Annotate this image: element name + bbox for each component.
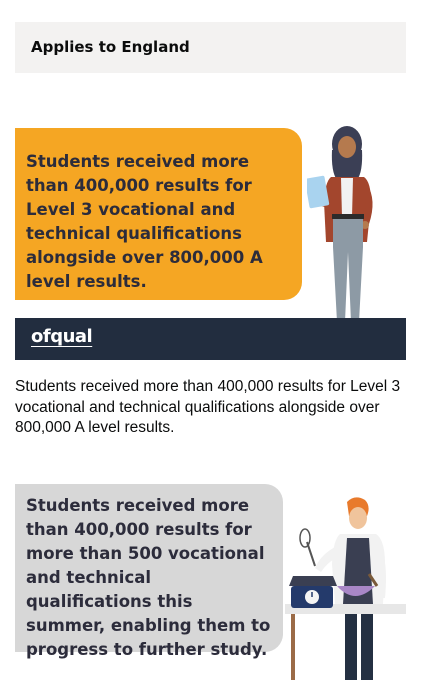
infographic-text: Students received more than 400,000 results for Level 3 vocational and technical qualifications alongside over 800,000 A level results. <box>26 152 263 291</box>
applies-to-label: Applies to England <box>31 38 190 56</box>
ofqual-logo: ofqual <box>31 326 93 347</box>
infographic-text-box <box>15 128 302 300</box>
infographic-text-2: Students received more than 400,000 results for more than 500 vocational and technical qualifications this summer, enabling them to progress to further study. <box>26 496 271 659</box>
infographic-text-box-grey <box>15 484 283 659</box>
chef-baking-icon <box>285 494 406 680</box>
woman-hijab-clipboard-icon <box>307 122 387 337</box>
infographic-further-study <box>15 484 406 680</box>
infographic-level3-results <box>15 122 406 360</box>
infographic-caption: Students received more than 400,000 results for Level 3 vocational and technical qualifications alongside over 800,000 A level results. <box>15 378 401 436</box>
ofqual-footer-bar <box>15 318 406 360</box>
applies-to-banner <box>15 22 406 73</box>
